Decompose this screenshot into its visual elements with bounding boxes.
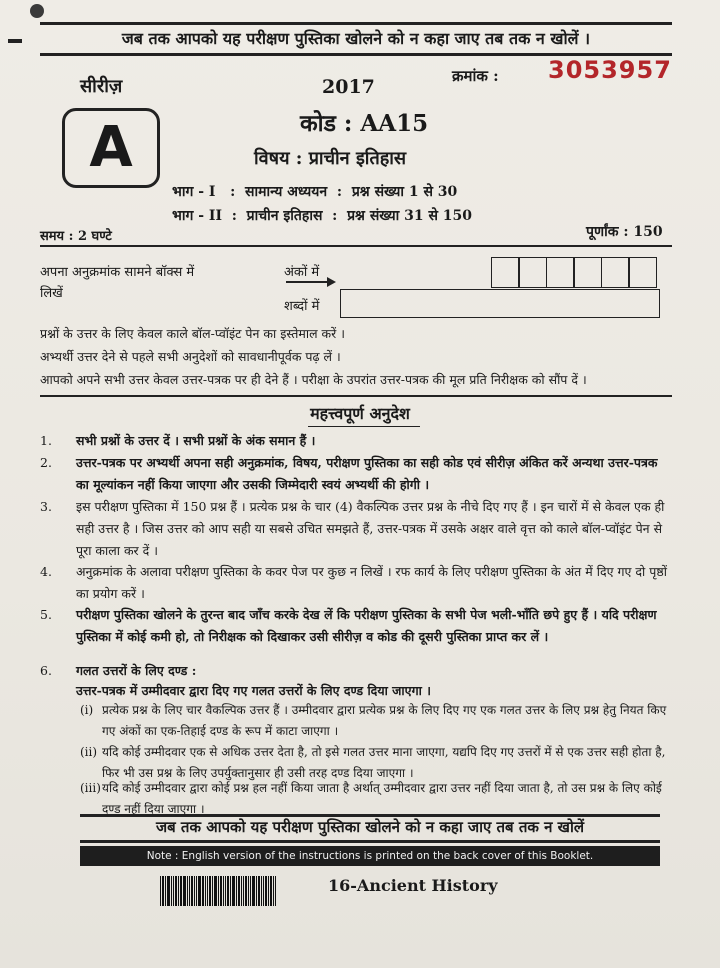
barcode-bar — [248, 876, 249, 906]
instruction-number: 1. — [40, 433, 52, 448]
barcode-bar — [175, 876, 177, 906]
instruction-number: 3. — [40, 499, 52, 514]
roll-digit-box[interactable] — [546, 257, 575, 288]
barcode-bar — [171, 876, 172, 906]
in-figures-label: अंकों में — [284, 265, 320, 280]
notes-divider — [40, 395, 672, 397]
instruction-item — [40, 452, 670, 496]
barcode-bar — [256, 876, 257, 906]
instruction-item — [40, 660, 670, 682]
top-warning-banner: जब तक आपको यह परीक्षण पुस्तिका खोलने को न कहा जाए तब तक न खोलें । — [40, 22, 672, 56]
penalty-number: (i) — [80, 703, 94, 717]
barcode-bar — [167, 876, 170, 906]
penalty-text: यदि कोई उम्मीदवार द्वारा कोई प्रश्न हल नहीं किया जाता है अर्थात् उम्मीदवार द्वारा उत्तर नहीं दिया जाता है, तो उस प्रश्न के लिए कोई दण्ड नहीं दिया जाएगा । — [102, 781, 662, 816]
subject-title: विषय : प्राचीन इतिहास — [254, 148, 407, 169]
barcode-bar — [265, 876, 267, 906]
barcode-bar — [180, 876, 182, 906]
barcode-bar — [250, 876, 251, 906]
exam-year: 2017 — [322, 76, 375, 98]
barcode-bar — [243, 876, 244, 906]
series-letter-box: A — [62, 108, 160, 188]
footer-rule-bottom — [80, 840, 660, 843]
barcode-bar — [209, 876, 211, 906]
penalty-item — [40, 700, 670, 742]
maximum-marks: पूर्णांक : 150 — [586, 224, 663, 240]
instruction-text: परीक्षण पुस्तिका खोलने के तुरन्त बाद जाँच करके देख लें कि परीक्षण पुस्तिका के सभी पेज भली-भाँति छपे हुए हैं । यदि परीक्षण पुस्तिका में कोई कमी हो, तो निरीक्षक को दिखाकर उसी सीरीज़ व कोड की दूसरी पुस्तिका प्राप्त कर लें । — [76, 607, 657, 644]
barcode-bar — [187, 876, 188, 906]
instruction-text: इस परीक्षण पुस्तिका में 150 प्रश्न हैं । प्रत्येक प्रश्न के चार (4) वैकल्पिक उत्तर प्रश्न के नीचे दिए गए हैं । इन चारों में से केवल एक ही सही उत्तर है । जिस उत्तर को आप सही या सबसे उचित समझते हैं, उत्तर-पत्रक में उसके अक्षर वाले वृत्त को काले बॉल-प्वॉइंट पेन से पूरा काला कर दें । — [76, 499, 665, 558]
instruction-item — [40, 561, 670, 605]
barcode-bar — [207, 876, 208, 906]
barcode-bar — [230, 876, 231, 906]
barcode-bar — [252, 876, 255, 906]
penalty-number: (ii) — [80, 745, 98, 759]
bottom-warning-banner: जब तक आपको यह परीक्षण पुस्तिका खोलने को न कहा जाए तब तक न खोलें — [155, 818, 585, 836]
note-line: आपको अपने सभी उत्तर केवल उत्तर-पत्रक पर ही देने हैं । परीक्षा के उपरांत उत्तर-पत्रक की मूल प्रति निरीक्षक को सौंप दें । — [40, 372, 587, 387]
barcode-bar — [245, 876, 247, 906]
barcode-bar — [173, 876, 174, 906]
barcode-bar — [220, 876, 222, 906]
barcode-bar — [232, 876, 235, 906]
barcode-bar — [270, 876, 272, 906]
instruction-number: 4. — [40, 564, 52, 579]
barcode-bar — [202, 876, 204, 906]
barcode-bar — [273, 876, 274, 906]
barcode-bar — [194, 876, 195, 906]
instruction-number: 2. — [40, 455, 52, 470]
instruction-text: अनुक्रमांक के अलावा परीक्षण पुस्तिका के कवर पेज पर कुछ न लिखें । रफ कार्य के लिए परीक्षण पुस्तिका के अंत में दिए गए दो पृष्ठों का प्रयोग करें । — [76, 564, 667, 601]
barcode-bar — [196, 876, 197, 906]
barcode-bar — [160, 876, 161, 906]
english-version-note: Note : English version of the instructions is printed on the back cover of this Booklet. — [80, 846, 660, 866]
roll-digit-box[interactable] — [518, 257, 547, 288]
instruction-number: 6. — [40, 663, 52, 678]
arrow-icon — [286, 281, 334, 283]
time-allowed: समय : 2 घण्टे — [40, 229, 112, 244]
barcode-bar — [212, 876, 213, 906]
series-label: सीरीज़ — [80, 76, 123, 97]
penalty-text: प्रत्येक प्रश्न के लिए चार वैकल्पिक उत्तर हैं । उम्मीदवार द्वारा प्रत्येक प्रश्न के लिए दिए गए एक गलत उत्तर के लिए प्रश्न हेतु नियत किए गए अंकों का एक-तिहाई दण्ड के रूप में काटा जाएगा । — [102, 703, 667, 738]
roll-words-box[interactable] — [340, 289, 660, 318]
roll-instruction-line2: लिखें — [40, 286, 63, 301]
barcode-bar — [225, 876, 226, 906]
barcode-bar — [275, 876, 276, 906]
punch-hole — [30, 4, 44, 18]
roll-digit-box[interactable] — [628, 257, 657, 288]
barcode-bar — [162, 876, 164, 906]
note-line: प्रश्नों के उत्तर के लिए केवल काले बॉल-प्वॉइंट पेन का इस्तेमाल करें । — [40, 326, 345, 341]
serial-number: 3053957 — [548, 56, 672, 84]
barcode-bar — [218, 876, 219, 906]
instruction-number: 5. — [40, 607, 52, 622]
barcode-bar — [205, 876, 206, 906]
general-notes — [40, 322, 670, 391]
instruction-item — [40, 496, 670, 562]
serial-label: क्रमांक : — [452, 67, 499, 85]
header-divider — [40, 245, 672, 247]
instruction-text: सभी प्रश्नों के उत्तर दें । सभी प्रश्नों के अंक समान हैं । — [76, 433, 316, 448]
roll-digit-box[interactable] — [601, 257, 630, 288]
margin-mark — [8, 39, 22, 43]
barcode-bar — [165, 876, 166, 906]
heading-underline — [308, 426, 420, 427]
penalty-number: (iii) — [80, 781, 101, 795]
penalty-text: यदि कोई उम्मीदवार एक से अधिक उत्तर देता है, तो इसे गलत उत्तर माना जाएगा, यद्यपि दिए गए उत्तरों में से एक उत्तर सही होता है, फिर भी उस प्रश्न के लिए उपर्युक्तानुसार ही उसी तरह दण्ड दिया जाएगा । — [102, 745, 666, 780]
barcode-bar — [214, 876, 217, 906]
penalty-intro — [40, 680, 670, 702]
booklet-title: 16-Ancient History — [328, 876, 498, 895]
note-line: अभ्यर्थी उत्तर देने से पहले सभी अनुदेशों को सावधानीपूर्वक पढ़ लें । — [40, 349, 341, 364]
roll-number-instruction — [40, 262, 194, 304]
barcode-bar — [191, 876, 193, 906]
part-two-line: भाग - II : प्राचीन इतिहास : प्रश्न संख्या 31 से 150 — [172, 208, 473, 224]
barcode-bar — [268, 876, 269, 906]
barcode-bar — [258, 876, 260, 906]
barcode-bar — [178, 876, 179, 906]
roll-instruction-line1: अपना अनुक्रमांक सामने बॉक्स में — [40, 265, 195, 280]
barcode-bar — [261, 876, 262, 906]
instruction-text: उत्तर-पत्रक पर अभ्यर्थी अपना सही अनुक्रमांक, विषय, परीक्षण पुस्तिका का सही कोड एवं सीरीज़ अंकित करें अन्यथा उत्तर-पत्रक का मूल्यांकन नहीं किया जाएगा और उसकी जिम्मेदारी स्वयं अभ्यर्थी की होगी । — [76, 455, 658, 492]
barcode-bar — [198, 876, 201, 906]
instruction-item — [40, 604, 670, 648]
penalty-intro-text: उत्तर-पत्रक में उम्मीदवार द्वारा दिए गए गलत उत्तरों के लिए दण्ड दिया जाएगा । — [76, 683, 431, 698]
barcode-bar — [241, 876, 242, 906]
important-instructions-heading: महत्त्वपूर्ण अनुदेश — [310, 404, 410, 423]
booklet-code: कोड : AA15 — [300, 110, 429, 137]
barcode-bar — [223, 876, 224, 906]
roll-digit-box[interactable] — [491, 257, 520, 288]
part-one-line: भाग - I : सामान्य अध्ययन : प्रश्न संख्या 1 से 30 — [172, 184, 458, 200]
barcode-bar — [236, 876, 237, 906]
barcode-bar — [238, 876, 240, 906]
barcode-bar — [227, 876, 229, 906]
instruction-text: गलत उत्तरों के लिए दण्ड : — [76, 663, 197, 678]
barcode-bar — [263, 876, 264, 906]
barcode — [160, 876, 318, 906]
roll-digit-boxes[interactable] — [492, 257, 657, 288]
barcode-bar — [183, 876, 186, 906]
roll-digit-box[interactable] — [573, 257, 602, 288]
instruction-item — [40, 430, 670, 452]
in-words-label: शब्दों में — [284, 299, 320, 314]
barcode-bar — [189, 876, 190, 906]
